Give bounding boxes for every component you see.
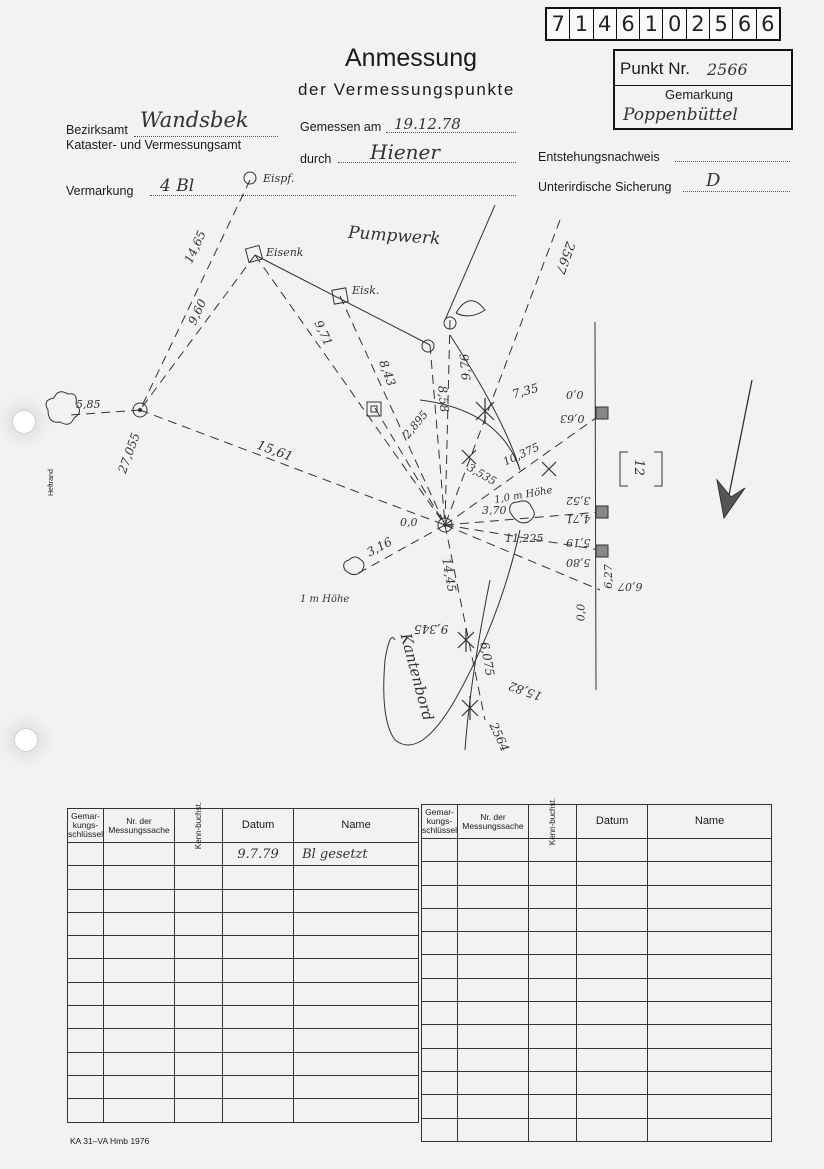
page-title: Anmessung bbox=[345, 44, 478, 72]
sketch-label-d4: 8,43 bbox=[376, 358, 399, 388]
table-row bbox=[68, 936, 419, 959]
punkt-value: 2566 bbox=[707, 60, 748, 79]
bezirksamt-value: Wandsbek bbox=[140, 108, 249, 132]
table-row bbox=[422, 978, 772, 1001]
sketch-label-d18: 2,895 bbox=[400, 408, 431, 441]
gemessen-label: Gemessen am bbox=[300, 120, 382, 134]
col-header-gemarkung: Gemar-kungs-schlüssel bbox=[68, 809, 104, 843]
sketch-label-d33: 2567 bbox=[551, 239, 578, 276]
sketch-label-d35: 1 m Höhe bbox=[300, 594, 350, 605]
col-header-kennbuchst: Kenn-buchst. bbox=[174, 809, 222, 843]
form-digit: 0 bbox=[663, 9, 686, 39]
sketch-label-d20: 1,0 m Höhe bbox=[493, 484, 554, 507]
table-row bbox=[422, 1095, 772, 1118]
sketch-label-d2: 9,60 bbox=[185, 296, 210, 328]
row-name: Bl gesetzt bbox=[294, 843, 419, 866]
register-table-left bbox=[67, 801, 419, 1123]
table-row bbox=[422, 1025, 772, 1048]
gemarkung-label: Gemarkung bbox=[665, 87, 733, 102]
form-digit: 6 bbox=[733, 9, 756, 39]
sketch-label-d7: 15,61 bbox=[254, 438, 295, 465]
vermarkung-label: Vermarkung bbox=[66, 184, 134, 198]
sicherung-value: D bbox=[706, 170, 721, 191]
sketch-label-d19: 0,0 bbox=[400, 516, 418, 529]
sicherung-label: Unterirdische Sicherung bbox=[538, 180, 672, 194]
table-row bbox=[422, 1002, 772, 1025]
sketch-label-d30: 0,0 bbox=[574, 603, 588, 622]
sketch-label-eispf: Eispf. bbox=[263, 172, 295, 185]
sketch-label-eisenk: Eisenk bbox=[266, 246, 304, 259]
sketch-label-d27: 5,80 bbox=[566, 556, 591, 569]
sketch-label-d28: 6,27 bbox=[601, 564, 615, 589]
sketch-label-d10: 3,16 bbox=[364, 534, 395, 560]
table-row bbox=[422, 862, 772, 885]
kataster-label: Kataster- und Vermessungsamt bbox=[66, 138, 242, 152]
table-row bbox=[68, 843, 419, 866]
form-digit: 1 bbox=[640, 9, 663, 39]
table-header-row bbox=[422, 805, 772, 839]
sketch-label-d8: 5,85 bbox=[76, 398, 101, 411]
sketch-label-d6: 9,76 bbox=[457, 353, 474, 381]
col-header-name: Name bbox=[648, 805, 772, 839]
table-row bbox=[422, 1118, 772, 1141]
sketch-label-d23: 0,63 bbox=[560, 412, 585, 425]
punkt-label: Punkt Nr. bbox=[620, 59, 690, 78]
table-row bbox=[68, 889, 419, 912]
col-header-name: Name bbox=[294, 809, 419, 843]
durch-value: Hiener bbox=[370, 140, 440, 164]
table-row bbox=[422, 839, 772, 862]
table-row bbox=[68, 1029, 419, 1052]
sketch-label-d14: 10,375 bbox=[501, 440, 542, 469]
table-row bbox=[422, 1048, 772, 1071]
sketch-label-d9: 27,055 bbox=[115, 430, 143, 476]
sketch-label-d5: 8,58 bbox=[435, 385, 452, 413]
sketch-label-eisk: Eisk. bbox=[352, 284, 380, 297]
footer-form-code: KA 31–VA Hmb 1976 bbox=[70, 1136, 150, 1146]
table-row bbox=[422, 955, 772, 978]
form-digit: 6 bbox=[617, 9, 640, 39]
sketch-label-d16: 3,535 bbox=[464, 460, 499, 489]
table-row bbox=[68, 912, 419, 935]
table-row bbox=[68, 982, 419, 1005]
vermarkung-value: 4 Bl bbox=[160, 176, 195, 196]
sketch-label-d12: 6,075 bbox=[477, 640, 498, 678]
table-row bbox=[68, 866, 419, 889]
gemessen-value: 19.12.78 bbox=[394, 115, 461, 133]
form-digit: 2 bbox=[687, 9, 710, 39]
table-row bbox=[68, 1099, 419, 1122]
register-table-right bbox=[421, 797, 772, 1142]
table-row bbox=[422, 908, 772, 931]
sketch-label-d22: 0,0 bbox=[566, 388, 584, 401]
sketch-label-pumpwerk: Pumpwerk bbox=[347, 222, 442, 250]
col-header-messungssache: Nr. der Messungssache bbox=[103, 809, 174, 843]
table-row bbox=[68, 1006, 419, 1029]
table-row bbox=[68, 1075, 419, 1098]
sketch-label-d31: 15,82 bbox=[506, 678, 544, 704]
table-row bbox=[422, 932, 772, 955]
form-digit: 4 bbox=[594, 9, 617, 39]
sketch-label-d26: 5,19 bbox=[566, 536, 591, 549]
form-digit: 1 bbox=[570, 9, 593, 39]
page-subtitle: der Vermessungspunkte bbox=[298, 80, 515, 99]
bezirksamt-label: Bezirksamt bbox=[66, 123, 128, 137]
col-header-datum: Datum bbox=[577, 805, 648, 839]
sketch-label-d17: 3,70 bbox=[482, 504, 507, 517]
form-digit: 6 bbox=[761, 12, 775, 36]
sketch-label-d13: 9,345 bbox=[414, 622, 449, 636]
table-row bbox=[68, 1052, 419, 1075]
sketch-label-d1: 14,65 bbox=[181, 228, 209, 266]
sketch-label-d21: 7,35 bbox=[510, 380, 541, 402]
row-date: 9.7.79 bbox=[223, 843, 294, 866]
sketch-label-d32: 2564 bbox=[486, 720, 513, 754]
col-header-messungssache: Nr. der Messungssache bbox=[457, 805, 528, 839]
durch-label: durch bbox=[300, 152, 332, 166]
form-digit: 7 bbox=[547, 9, 570, 39]
col-header-datum: Datum bbox=[223, 809, 294, 843]
sketch-label-d11: 14,45 bbox=[439, 556, 460, 594]
col-header-kennbuchst: Kenn-buchst. bbox=[528, 805, 576, 839]
sketch-label-d15: 11,225 bbox=[505, 532, 544, 545]
gemarkung-value: Poppenbüttel bbox=[623, 105, 738, 125]
entstehung-label: Entstehungsnachweis bbox=[538, 150, 660, 164]
heftrand-label: Heftrand bbox=[48, 469, 55, 496]
col-header-gemarkung: Gemar-kungs-schlüssel bbox=[422, 805, 458, 839]
sketch-label-d34: 12 bbox=[630, 459, 646, 476]
sketch-label-d3: 9,71 bbox=[311, 317, 336, 349]
sketch-label-d25: 4,71 bbox=[566, 512, 591, 525]
form-digit: 5 bbox=[710, 9, 733, 39]
table-row bbox=[68, 959, 419, 982]
sketch-label-d24: 3,52 bbox=[566, 494, 591, 507]
table-row bbox=[422, 1071, 772, 1094]
sketch-label-d29: 6,07 bbox=[618, 580, 643, 593]
table-row bbox=[422, 885, 772, 908]
sketch-label-d36: Kantenbord bbox=[396, 631, 438, 723]
table-header-row bbox=[68, 809, 419, 843]
